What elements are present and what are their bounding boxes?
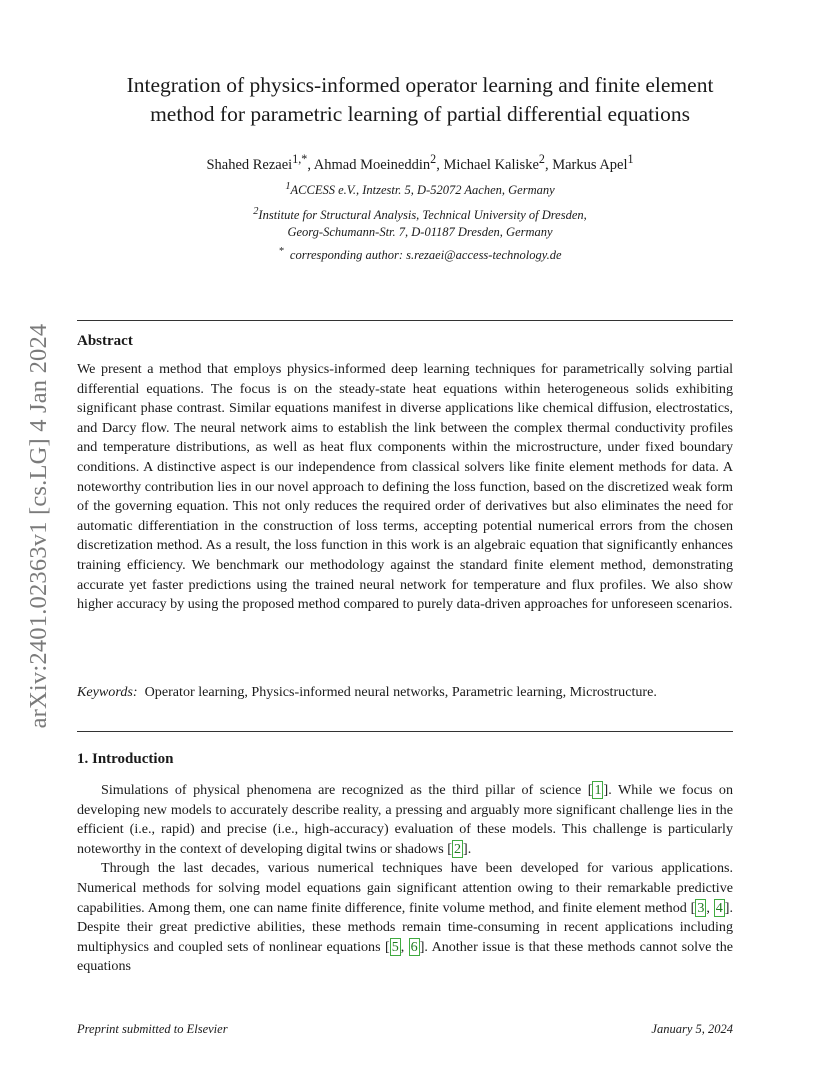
affiliation-mark: 2 bbox=[253, 206, 259, 217]
abstract-bottom-rule bbox=[77, 731, 733, 732]
corresponding-author bbox=[60, 243, 780, 264]
affiliation-2 bbox=[60, 203, 780, 241]
author-affiliation-mark: 2 bbox=[430, 152, 437, 166]
author-affiliation-mark: 1,* bbox=[292, 152, 308, 166]
citation-separator: , bbox=[706, 899, 714, 916]
keywords-label: Keywords: bbox=[77, 684, 138, 700]
citation-link[interactable]: 4 bbox=[715, 899, 723, 916]
footer-preprint-note: Preprint submitted to Elsevier bbox=[77, 1022, 228, 1036]
paper-title bbox=[60, 71, 780, 129]
author-name: Ahmad Moeineddin bbox=[313, 156, 431, 173]
introduction-body bbox=[77, 781, 733, 977]
citation-link[interactable]: 2 bbox=[454, 840, 462, 857]
introduction-paragraph-2: Through the last decades, various numerical techniques have been developed for various applications. Numerical methods for solving model equations gain significant attention owing to their remarkable predictive capabilities. Among them, one can name finite difference, finite volume method, and finite element method [ 3 , 4 ]. Despite their great predictive abilities, these methods remain time-consuming in recent applications including multiphysics and coupled sets of nonlinear equations [ 5 , 6 ]. Another issue is that these methods cannot solve the equations bbox=[77, 860, 734, 975]
paper-title-line-1: Integration of physics-informed operator learning and finite element bbox=[126, 73, 714, 97]
paragraph-text: Simulations of physical phenomena are recognized as the third pillar of science bbox=[101, 782, 588, 798]
citation-link[interactable]: 1 bbox=[594, 782, 602, 798]
section-heading-introduction: 1. Introduction bbox=[77, 751, 174, 767]
citation-link[interactable]: 3 bbox=[697, 899, 705, 916]
paper-title-line-2: method for parametric learning of partial differential equations bbox=[150, 102, 690, 126]
author-name: Shahed Rezaei bbox=[206, 156, 293, 173]
affiliation-mark: 1 bbox=[285, 181, 291, 192]
citation-separator: , bbox=[400, 938, 409, 955]
affiliation-text: ACCESS e.V., Intzestr. 5, D-52072 Aachen, Germany bbox=[290, 183, 555, 198]
arxiv-identifier-text: arXiv:2401.02363v1 [cs.LG] 4 Jan 2024 bbox=[25, 323, 52, 728]
citation-link[interactable]: 5 bbox=[391, 938, 399, 955]
paragraph-text: Through the last decades, various numerical techniques have been developed for various applications. Numerical methods for solving model equations gain significant attention owing to their remarkable predictive capabilities. Among them, one can name finite difference, finite volume method, and finite element method bbox=[77, 860, 733, 916]
abstract-top-rule bbox=[77, 320, 733, 321]
arxiv-identifier bbox=[22, 298, 56, 753]
affiliation-text: Georg-Schumann-Str. 7, D-01187 Dresden, Germany bbox=[287, 225, 553, 240]
corresponding-mark: * bbox=[278, 246, 284, 257]
citation-link[interactable]: 6 bbox=[410, 938, 418, 955]
corresponding-author-text: corresponding author: s.rezaei@access-technology.de bbox=[289, 248, 562, 263]
footer-date: January 5, 2024 bbox=[651, 1022, 733, 1036]
paragraph-text: . Despite their great predictive abilities, these methods remain time-consuming in recent applications including multiphysics and coupled sets of nonlinear equations bbox=[77, 899, 734, 955]
affiliation-text: Institute for Structural Analysis, Technical University of Dresden, bbox=[258, 208, 587, 223]
abstract-text: We present a method that employs physics-informed deep learning techniques for parametrically solving partial differential equations. The focus is on the steady-state heat equations within heterogeneous solids exhibiting significant phase contrast. Similar equations manifest in diverse applications like chemical diffusion, electrostatics, and Darcy flow. The neural network aims to establish the link between the complex thermal conductivity profiles and temperature distributions, as well as heat flux components within the microstructure, under fixed boundary conditions. A distinctive aspect is our independence from classical solvers like finite element methods for data. A noteworthy contribution lies in our novel approach to defining the loss function, based on the discretized weak form of the governing equation. This not only reduces the required order of derivatives but also eliminates the need for automatic differentiation in the construction of loss terms, accepting potential numerical errors from the chosen discretization method. As a result, the loss function in this work is an algebraic equation that significantly enhances training efficiency. We benchmark our methodology against the standard finite element method, demonstrating accurate yet faster predictions using the trained neural network for temperature and flux profiles. We also show higher accuracy by using the proposed method compared to purely data-driven approaches for unforeseen scenarios. bbox=[77, 361, 733, 613]
paragraph-text: . While we focus on developing new models to accurately describe reality, a pressing and arguably more significant challenge lies in the efficient (i.e., rapid) and precise (i.e., high-accuracy) evaluation of these models. This challenge is particularly noteworthy in the context of developing digital twins or shadows bbox=[77, 782, 733, 857]
author-name: Markus Apel bbox=[552, 156, 628, 173]
keywords-text: Operator learning, Physics-informed neural networks, Parametric learning, Microstructure. bbox=[144, 684, 657, 700]
author-list: Shahed Rezaei$^{1,*}$, Ahmad Moeineddin$^2$, Michael Kaliske$^2$, Markus Apel$^1$ bbox=[206, 152, 634, 173]
affiliation-1 bbox=[60, 178, 780, 199]
introduction-paragraph-1: Simulations of physical phenomena are recognized as the third pillar of science [ 1 ]. While we focus on developing new models to accurately describe reality, a pressing and arguably more significant challenge lies in the efficient (i.e., rapid) and precise (i.e., high-accuracy) evaluation of these models. This challenge is particularly noteworthy in the context of developing digital twins or shadows [ 2 ]. bbox=[77, 782, 733, 857]
author-name: Michael Kaliske bbox=[443, 156, 539, 173]
paragraph-text: . Another issue is that these methods cannot solve the equations bbox=[77, 938, 733, 975]
paragraph-text: . bbox=[467, 840, 472, 857]
keywords bbox=[77, 683, 733, 703]
abstract-heading: Abstract bbox=[77, 333, 133, 349]
author-affiliation-mark: 1 bbox=[627, 152, 634, 166]
author-affiliation-mark: 2 bbox=[538, 152, 545, 166]
